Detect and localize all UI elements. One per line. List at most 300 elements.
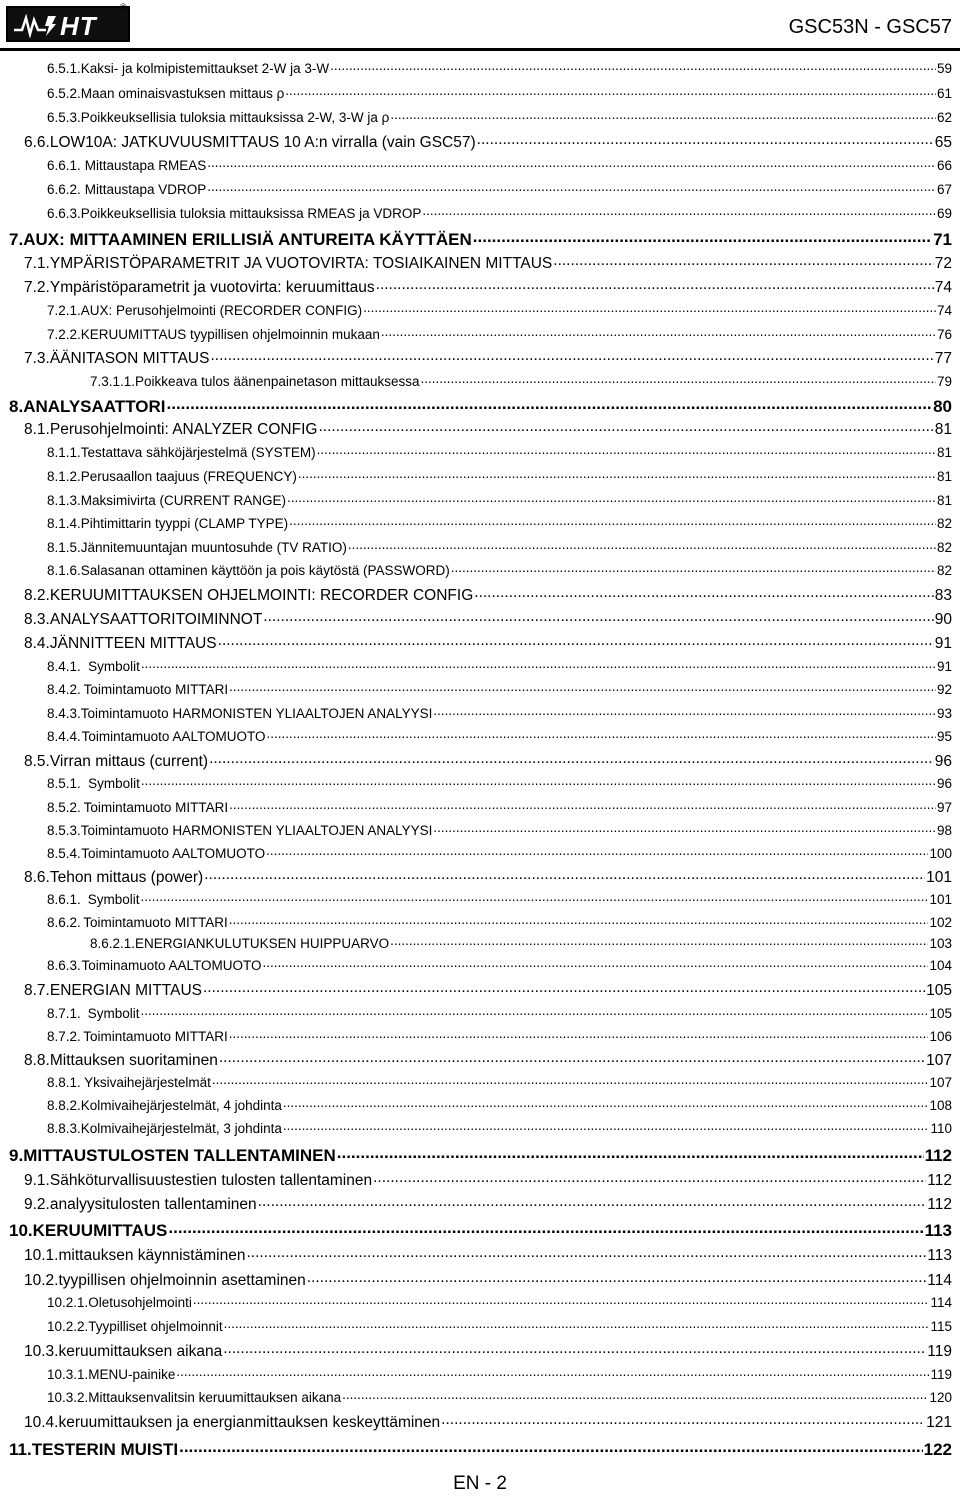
toc-entry-title: Testattava sähköjärjestelmä (SYSTEM) bbox=[80, 445, 316, 460]
toc-leader-dots bbox=[348, 537, 936, 552]
toc-leader-dots bbox=[298, 466, 936, 481]
toc-entry[interactable] bbox=[24, 753, 952, 771]
toc-entry[interactable] bbox=[90, 936, 952, 951]
toc-leader-dots bbox=[363, 300, 936, 315]
toc-entry-title: KERUUMITTAUS bbox=[32, 1221, 168, 1240]
toc-entry-title: LOW10A: JATKUVUUSMITTAUS 10 A:n virralla (vain GSC57) bbox=[49, 134, 476, 151]
toc-entry[interactable] bbox=[24, 1172, 952, 1190]
toc-entry-page: 90 bbox=[934, 611, 952, 628]
toc-entry[interactable] bbox=[47, 110, 952, 125]
toc-leader-dots bbox=[553, 252, 933, 270]
toc-entry-page: 120 bbox=[929, 1390, 952, 1405]
toc-leader-dots bbox=[317, 442, 936, 457]
toc-entry-title: keruumittauksen aikana bbox=[58, 1343, 223, 1360]
toc-entry-page: 106 bbox=[929, 1029, 952, 1044]
toc-leader-dots bbox=[203, 979, 925, 997]
toc-entry-title: JÄNNITTEEN MITTAUS bbox=[49, 635, 217, 652]
toc-entry-page: 81 bbox=[936, 445, 952, 460]
toc-entry-title: Poikkeava tulos äänenpainetason mittauksessa bbox=[135, 374, 420, 389]
toc-leader-dots bbox=[141, 773, 936, 788]
toc-entry-number: 8.1.2. bbox=[47, 469, 81, 484]
toc-entry-title: KERUUMITTAUKSEN OHJELMOINTI: RECORDER CONFIG bbox=[49, 587, 474, 604]
toc-entry-page: 107 bbox=[926, 1052, 952, 1069]
toc-entry-title: Yksivaihejärjestelmät bbox=[84, 1075, 211, 1090]
toc-entry-page: 108 bbox=[929, 1098, 952, 1113]
toc-entry-title: Mittauksenvalitsin keruumittauksen aikana bbox=[88, 1390, 342, 1405]
toc-entry-number: 8.8.3. bbox=[47, 1121, 81, 1136]
toc-entry-page: 65 bbox=[934, 134, 952, 151]
toc-entry-title: Oletusohjelmointi bbox=[88, 1295, 192, 1310]
toc-entry-page: 82 bbox=[936, 540, 952, 555]
toc-leader-dots bbox=[229, 912, 929, 927]
toc-entry-title: ANALYSAATTORITOIMINNOT bbox=[49, 611, 263, 628]
toc-entry-title: Mittaustapa VDROP bbox=[84, 182, 207, 197]
toc-entry-title: Symbolit bbox=[88, 659, 140, 674]
header-rule bbox=[0, 48, 960, 51]
toc-entry[interactable] bbox=[9, 397, 952, 417]
registered-mark: ® bbox=[120, 2, 127, 12]
toc-entry-number: 6.5.3. bbox=[47, 110, 81, 125]
toc-entry[interactable] bbox=[24, 1196, 952, 1214]
toc-entry-number: 7.2.2. bbox=[47, 327, 81, 342]
toc-entry-page: 119 bbox=[930, 1367, 952, 1382]
toc-entry-page: 81 bbox=[936, 469, 952, 484]
toc-leader-dots bbox=[176, 1364, 929, 1379]
toc-entry-page: 97 bbox=[936, 800, 952, 815]
toc-entry[interactable] bbox=[47, 445, 952, 460]
toc-leader-dots bbox=[141, 656, 936, 671]
toc-entry-title: keruumittauksen ja energianmittauksen keskeyttäminen bbox=[58, 1414, 441, 1431]
toc-entry-number: 8.4. bbox=[24, 635, 50, 652]
toc-entry-title: Tyypilliset ohjelmoinnit bbox=[88, 1319, 223, 1334]
toc-entry-title: ENERGIAN MITTAUS bbox=[49, 982, 202, 999]
toc-entry-page: 122 bbox=[923, 1440, 952, 1459]
toc-entry[interactable] bbox=[24, 635, 952, 653]
toc-entry-title: YMPÄRISTÖPARAMETRIT JA VUOTOVIRTA: TOSIAIKAINEN MITTAUS bbox=[49, 255, 553, 272]
toc-entry-page: 103 bbox=[929, 936, 952, 951]
toc-entry-number: 8.1. bbox=[24, 421, 50, 438]
page-header bbox=[0, 0, 960, 50]
toc-entry[interactable] bbox=[47, 1075, 952, 1090]
ht-logo bbox=[6, 6, 130, 42]
toc-entry-page: 113 bbox=[927, 1247, 952, 1264]
toc-entry-page: 81 bbox=[934, 421, 952, 438]
toc-entry-title: Symbolit bbox=[88, 776, 140, 791]
toc-leader-dots bbox=[266, 843, 928, 858]
toc-leader-dots bbox=[193, 1292, 930, 1307]
toc-entry-title: TESTERIN MUISTI bbox=[31, 1440, 179, 1459]
toc-entry-number: 8.1.3. bbox=[47, 493, 81, 508]
toc-entry-number: 8. bbox=[9, 397, 24, 416]
toc-leader-dots bbox=[141, 1003, 929, 1018]
toc-entry-number: 7.2. bbox=[24, 279, 50, 296]
toc-leader-dots bbox=[219, 1049, 925, 1067]
toc-leader-dots bbox=[285, 83, 936, 98]
toc-leader-dots bbox=[179, 1437, 923, 1457]
toc-entry[interactable] bbox=[24, 587, 952, 605]
toc-entry[interactable] bbox=[47, 540, 952, 555]
toc-entry[interactable] bbox=[90, 374, 952, 389]
toc-leader-dots bbox=[210, 347, 933, 365]
toc-leader-dots bbox=[433, 703, 936, 718]
toc-leader-dots bbox=[289, 513, 936, 528]
toc-entry-page: 92 bbox=[936, 682, 952, 697]
toc-entry-number: 7. bbox=[9, 230, 24, 249]
toc-entry-number: 10.3. bbox=[24, 1343, 59, 1360]
toc-leader-dots bbox=[441, 1411, 925, 1429]
toc-entry-page: 91 bbox=[936, 659, 952, 674]
toc-entry-number: 7.1. bbox=[24, 255, 50, 272]
toc-entry[interactable] bbox=[47, 1367, 952, 1382]
toc-entry-title: Symbolit bbox=[87, 1006, 140, 1021]
toc-entry-page: 98 bbox=[936, 823, 952, 838]
toc-entry-page: 82 bbox=[936, 516, 952, 531]
toc-entry-title: MITTAUSTULOSTEN TALLENTAMINEN bbox=[23, 1146, 336, 1165]
toc-entry[interactable] bbox=[9, 230, 952, 250]
toc-entry-number: 8.4.4. bbox=[47, 729, 81, 744]
toc-entry-number: 9.2. bbox=[24, 1196, 50, 1213]
toc-entry[interactable] bbox=[47, 563, 952, 578]
toc-entry-number: 8.4.2. bbox=[47, 682, 81, 697]
toc-entry-page: 77 bbox=[934, 350, 952, 367]
toc-entry[interactable] bbox=[24, 279, 952, 297]
toc-entry-number: 8.4.3. bbox=[47, 706, 81, 721]
toc-entry-page: 83 bbox=[934, 587, 952, 604]
toc-entry-title: Tehon mittaus (power) bbox=[49, 869, 204, 886]
toc-entry-number: 8.7.1. bbox=[47, 1006, 81, 1021]
toc-entry-title: MENU-painike bbox=[88, 1367, 176, 1382]
toc-leader-dots bbox=[218, 632, 934, 650]
toc-entry-page: 100 bbox=[929, 846, 952, 861]
toc-entry[interactable] bbox=[47, 800, 952, 815]
toc-entry-page: 93 bbox=[936, 706, 952, 721]
toc-leader-dots bbox=[212, 1072, 929, 1087]
toc-entry-title: ENERGIANKULUTUKSEN HUIPPUARVO bbox=[135, 936, 390, 951]
toc-entry[interactable] bbox=[24, 134, 952, 152]
toc-entry-number: 8.6.2.1. bbox=[90, 936, 136, 951]
toc-entry-page: 113 bbox=[924, 1221, 952, 1240]
toc-entry-title: Jännitemuuntajan muuntosuhde (TV RATIO) bbox=[80, 540, 347, 555]
toc-leader-dots bbox=[477, 131, 934, 149]
toc-leader-dots bbox=[168, 1218, 923, 1238]
toc-entry[interactable] bbox=[47, 1319, 952, 1334]
toc-leader-dots bbox=[420, 371, 935, 386]
toc-entry-title: Sähköturvallisuustestien tulosten tallentaminen bbox=[49, 1172, 373, 1189]
toc-entry-page: 96 bbox=[934, 753, 952, 770]
toc-entry[interactable] bbox=[47, 846, 952, 861]
toc-entry-title: Toimintamuoto HARMONISTEN YLIAALTOJEN ANALYYSI bbox=[80, 706, 433, 721]
toc-entry-title: Toimintamuoto AALTOMUOTO bbox=[81, 729, 266, 744]
toc-entry-number: 8.1.6. bbox=[47, 563, 81, 578]
toc-entry-title: Poikkeuksellisia tuloksia mittauksissa 2-W, 3-W ja ρ bbox=[80, 110, 390, 125]
toc-entry-page: 110 bbox=[930, 1121, 952, 1136]
toc-entry[interactable] bbox=[47, 776, 952, 791]
toc-entry-title: KERUUMITTAUS tyypillisen ohjelmoinnin mukaan bbox=[80, 327, 380, 342]
toc-entry-title: Toimintamuoto HARMONISTEN YLIAALTOJEN ANALYYSI bbox=[80, 823, 433, 838]
toc-entry-title: Toimintamuoto MITTARI bbox=[83, 915, 228, 930]
toc-entry[interactable] bbox=[47, 1295, 952, 1310]
toc-entry[interactable] bbox=[47, 86, 952, 101]
toc-leader-dots bbox=[390, 107, 936, 122]
toc-entry-number: 8.8.2. bbox=[47, 1098, 81, 1113]
toc-entry[interactable] bbox=[24, 1247, 952, 1265]
toc-leader-dots bbox=[229, 1026, 929, 1041]
toc-entry-page: 62 bbox=[936, 110, 952, 125]
toc-leader-dots bbox=[167, 394, 933, 414]
toc-entry[interactable] bbox=[47, 303, 952, 318]
toc-entry-page: 81 bbox=[936, 493, 952, 508]
toc-entry-number: 6.6.1. bbox=[47, 158, 81, 173]
toc-entry[interactable] bbox=[47, 469, 952, 484]
toc-entry-title: tyypillisen ohjelmoinnin asettaminen bbox=[58, 1272, 306, 1289]
toc-entry-page: 119 bbox=[927, 1343, 952, 1360]
toc-entry-number: 8.6.1. bbox=[47, 892, 81, 907]
toc-entry[interactable] bbox=[47, 659, 952, 674]
toc-entry-number: 8.8.1. bbox=[47, 1075, 81, 1090]
toc-leader-dots bbox=[390, 933, 928, 948]
toc-entry-page: 105 bbox=[926, 982, 952, 999]
toc-entry[interactable] bbox=[24, 869, 952, 887]
toc-entry-number: 8.2. bbox=[24, 587, 50, 604]
toc-entry-number: 10.3.2. bbox=[47, 1390, 89, 1405]
toc-entry[interactable] bbox=[47, 682, 952, 697]
toc-entry-title: Mittauksen suoritaminen bbox=[49, 1052, 218, 1069]
toc-entry-number: 8.4.1. bbox=[47, 659, 81, 674]
toc-entry-number: 8.1.5. bbox=[47, 540, 81, 555]
toc-entry-number: 9.1. bbox=[24, 1172, 50, 1189]
toc-entry[interactable] bbox=[47, 1098, 952, 1113]
toc-entry[interactable] bbox=[24, 982, 952, 1000]
toc-entry-title: Toimintamuoto MITTARI bbox=[83, 1029, 228, 1044]
toc-leader-dots bbox=[381, 324, 936, 339]
toc-leader-dots bbox=[223, 1340, 926, 1358]
toc-entry-page: 115 bbox=[930, 1319, 952, 1334]
toc-entry[interactable] bbox=[9, 1221, 952, 1241]
toc-entry-title: Toimintamuoto MITTARI bbox=[83, 682, 229, 697]
toc-entry-title: ANALYSAATTORI bbox=[23, 397, 166, 416]
toc-entry-number: 11. bbox=[9, 1440, 32, 1459]
toc-entry-number: 8.7. bbox=[24, 982, 50, 999]
toc-entry[interactable] bbox=[47, 823, 952, 838]
toc-entry-page: 107 bbox=[929, 1075, 952, 1090]
toc-entry[interactable] bbox=[47, 1006, 952, 1021]
toc-entry-title: Poikkeuksellisia tuloksia mittauksissa RMEAS ja VDROP bbox=[80, 206, 422, 221]
toc-entry-title: Mittaustapa RMEAS bbox=[84, 158, 207, 173]
toc-entry[interactable] bbox=[24, 1052, 952, 1070]
page-footer: EN - 2 bbox=[453, 1473, 507, 1494]
toc-entry-page: 101 bbox=[926, 869, 952, 886]
toc-entry[interactable] bbox=[47, 327, 952, 342]
toc-entry-title: Maksimivirta (CURRENT RANGE) bbox=[80, 493, 287, 508]
toc-leader-dots bbox=[373, 1169, 926, 1187]
toc-entry-page: 80 bbox=[933, 397, 952, 416]
toc-entry-number: 6.6. bbox=[24, 134, 50, 151]
toc-leader-dots bbox=[207, 179, 936, 194]
toc-entry-page: 61 bbox=[936, 86, 952, 101]
toc-entry-number: 10.2.2. bbox=[47, 1319, 89, 1334]
toc-entry-number: 10.3.1. bbox=[47, 1367, 89, 1382]
toc-entry-title: Salasanan ottaminen käyttöön ja pois käytöstä (PASSWORD) bbox=[80, 563, 450, 578]
toc-leader-dots bbox=[266, 726, 936, 741]
toc-entry-number: 8.8. bbox=[24, 1052, 50, 1069]
toc-entry-page: 72 bbox=[934, 255, 952, 272]
toc-entry-number: 6.5.1. bbox=[47, 61, 81, 76]
toc-entry-title: Perusohjelmointi: ANALYZER CONFIG bbox=[49, 421, 318, 438]
toc-entry[interactable] bbox=[47, 1121, 952, 1136]
toc-entry-page: 104 bbox=[929, 958, 952, 973]
toc-entry[interactable] bbox=[47, 729, 952, 744]
toc-leader-dots bbox=[229, 797, 936, 812]
toc-entry-number: 8.6.3. bbox=[47, 958, 81, 973]
toc-entry-number: 9. bbox=[9, 1146, 24, 1165]
toc-entry-number: 8.1.1. bbox=[47, 445, 81, 460]
toc-leader-dots bbox=[451, 560, 936, 575]
toc-entry-number: 8.5.3. bbox=[47, 823, 81, 838]
toc-entry[interactable] bbox=[47, 1029, 952, 1044]
toc-leader-dots bbox=[318, 418, 933, 436]
toc-leader-dots bbox=[207, 155, 936, 170]
toc-entry[interactable] bbox=[24, 611, 952, 629]
toc-entry-number: 6.5.2. bbox=[47, 86, 81, 101]
toc-entry-title: analyysitulosten tallentaminen bbox=[49, 1196, 257, 1213]
toc-entry[interactable] bbox=[24, 1272, 952, 1290]
toc-entry-number: 6.6.2. bbox=[47, 182, 81, 197]
toc-entry[interactable] bbox=[47, 892, 952, 907]
toc-entry-number: 8.6.2. bbox=[47, 915, 81, 930]
logo-text: HT bbox=[60, 11, 97, 41]
toc-entry[interactable] bbox=[24, 1343, 952, 1361]
toc-leader-dots bbox=[258, 1193, 927, 1211]
toc-leader-dots bbox=[224, 1316, 930, 1331]
toc-entry[interactable] bbox=[24, 1414, 952, 1432]
toc-entry-page: 96 bbox=[936, 776, 952, 791]
toc-entry-number: 7.3. bbox=[24, 350, 50, 367]
toc-entry[interactable] bbox=[47, 915, 952, 930]
toc-entry-title: Symbolit bbox=[87, 892, 140, 907]
toc-leader-dots bbox=[204, 866, 925, 884]
toc-entry-page: 114 bbox=[927, 1272, 952, 1289]
toc-entry-title: Virran mittaus (current) bbox=[49, 753, 209, 770]
toc-entry[interactable] bbox=[24, 255, 952, 273]
toc-entry-page: 76 bbox=[936, 327, 952, 342]
toc-entry-title: Toimintamuoto AALTOMUOTO bbox=[81, 846, 266, 861]
toc-entry-title: mittauksen käynnistäminen bbox=[58, 1247, 246, 1264]
toc-entry[interactable] bbox=[47, 158, 952, 173]
toc-entry-number: 10.4. bbox=[24, 1414, 59, 1431]
toc-entry[interactable] bbox=[9, 1146, 952, 1166]
lightning-icon bbox=[12, 12, 58, 38]
toc-leader-dots bbox=[422, 203, 936, 218]
toc-entry-page: 112 bbox=[924, 1146, 952, 1165]
toc-entry-page: 91 bbox=[934, 635, 952, 652]
toc-entry-title: Toiminamuoto AALTOMUOTO bbox=[81, 958, 262, 973]
toc-entry-title: Kaksi- ja kolmipistemittaukset 2-W ja 3-W bbox=[80, 61, 330, 76]
toc-entry-number: 7.3.1.1. bbox=[90, 374, 136, 389]
toc-entry-title: AUX: Perusohjelmointi (RECORDER CONFIG) bbox=[80, 303, 363, 318]
toc-entry-title: Kolmivaihejärjestelmät, 3 johdinta bbox=[80, 1121, 282, 1136]
toc-entry-title: AUX: MITTAAMINEN ERILLISIÄ ANTUREITA KÄYTTÄEN bbox=[23, 230, 472, 249]
toc-entry-title: Toimintamuoto MITTARI bbox=[83, 800, 229, 815]
toc-entry[interactable] bbox=[24, 421, 952, 439]
toc-entry-number: 8.5.1. bbox=[47, 776, 81, 791]
toc-entry-title: ÄÄNITASON MITTAUS bbox=[49, 350, 210, 367]
toc-entry[interactable] bbox=[24, 350, 952, 368]
toc-entry[interactable] bbox=[47, 706, 952, 721]
toc-entry-page: 95 bbox=[936, 729, 952, 744]
toc-entry-page: 82 bbox=[936, 563, 952, 578]
toc-entry-number: 10.2. bbox=[24, 1272, 59, 1289]
toc-leader-dots bbox=[342, 1387, 928, 1402]
toc-entry-number: 6.6.3. bbox=[47, 206, 81, 221]
toc-entry-page: 74 bbox=[936, 303, 952, 318]
model-name: GSC53N - GSC57 bbox=[788, 16, 952, 38]
toc-entry-number: 10. bbox=[9, 1221, 33, 1240]
toc-entry[interactable] bbox=[47, 516, 952, 531]
toc-leader-dots bbox=[229, 679, 936, 694]
toc-entry-page: 114 bbox=[930, 1295, 952, 1310]
toc-entry-number: 7.2.1. bbox=[47, 303, 81, 318]
toc-entry-page: 59 bbox=[936, 61, 952, 76]
toc-entry-number: 8.7.2. bbox=[47, 1029, 81, 1044]
toc-leader-dots bbox=[283, 1095, 929, 1110]
toc-entry-number: 8.5.4. bbox=[47, 846, 81, 861]
toc-entry-number: 8.5.2. bbox=[47, 800, 81, 815]
toc-leader-dots bbox=[473, 227, 932, 247]
toc-entry-page: 69 bbox=[936, 206, 952, 221]
toc-leader-dots bbox=[287, 490, 936, 505]
toc-leader-dots bbox=[337, 1143, 924, 1163]
toc-entry[interactable] bbox=[47, 61, 952, 76]
toc-entry-title: Perusaallon taajuus (FREQUENCY) bbox=[80, 469, 297, 484]
toc-entry-number: 10.2.1. bbox=[47, 1295, 89, 1310]
toc-entry-page: 66 bbox=[936, 158, 952, 173]
toc-entry-page: 112 bbox=[927, 1196, 952, 1213]
toc-entry[interactable] bbox=[47, 206, 952, 221]
toc-entry-number: 10.1. bbox=[24, 1247, 59, 1264]
toc-entry[interactable] bbox=[47, 493, 952, 508]
toc-entry-page: 79 bbox=[936, 374, 952, 389]
toc-leader-dots bbox=[209, 750, 934, 768]
toc-entry[interactable] bbox=[9, 1440, 952, 1460]
toc-entry-title: Kolmivaihejärjestelmät, 4 johdinta bbox=[80, 1098, 282, 1113]
toc-entry-page: 101 bbox=[929, 892, 952, 907]
toc-leader-dots bbox=[330, 58, 936, 73]
toc-leader-dots bbox=[433, 820, 936, 835]
toc-leader-dots bbox=[376, 276, 934, 294]
toc-entry[interactable] bbox=[47, 1390, 952, 1405]
toc-entry-number: 8.5. bbox=[24, 753, 50, 770]
toc-entry-page: 67 bbox=[936, 182, 952, 197]
toc-leader-dots bbox=[283, 1118, 930, 1133]
toc-entry-page: 74 bbox=[934, 279, 952, 296]
toc-entry-page: 121 bbox=[926, 1414, 952, 1431]
toc-entry-page: 112 bbox=[927, 1172, 952, 1189]
toc-leader-dots bbox=[141, 889, 929, 904]
toc-leader-dots bbox=[263, 608, 933, 626]
toc-entry-page: 102 bbox=[929, 915, 952, 930]
toc-entry-number: 8.6. bbox=[24, 869, 50, 886]
toc-leader-dots bbox=[263, 955, 929, 970]
toc-entry[interactable] bbox=[47, 958, 952, 973]
toc-entry-number: 8.1.4. bbox=[47, 516, 81, 531]
toc-entry-title: Pihtimittarin tyyppi (CLAMP TYPE) bbox=[80, 516, 289, 531]
toc-leader-dots bbox=[307, 1269, 927, 1287]
toc-entry[interactable] bbox=[47, 182, 952, 197]
toc-entry-title: Ympäristöparametrit ja vuotovirta: keruumittaus bbox=[49, 279, 375, 296]
toc-leader-dots bbox=[474, 584, 933, 602]
toc-entry-title: Maan ominaisvastuksen mittaus ρ bbox=[80, 86, 285, 101]
toc-entry-page: 71 bbox=[933, 230, 952, 249]
